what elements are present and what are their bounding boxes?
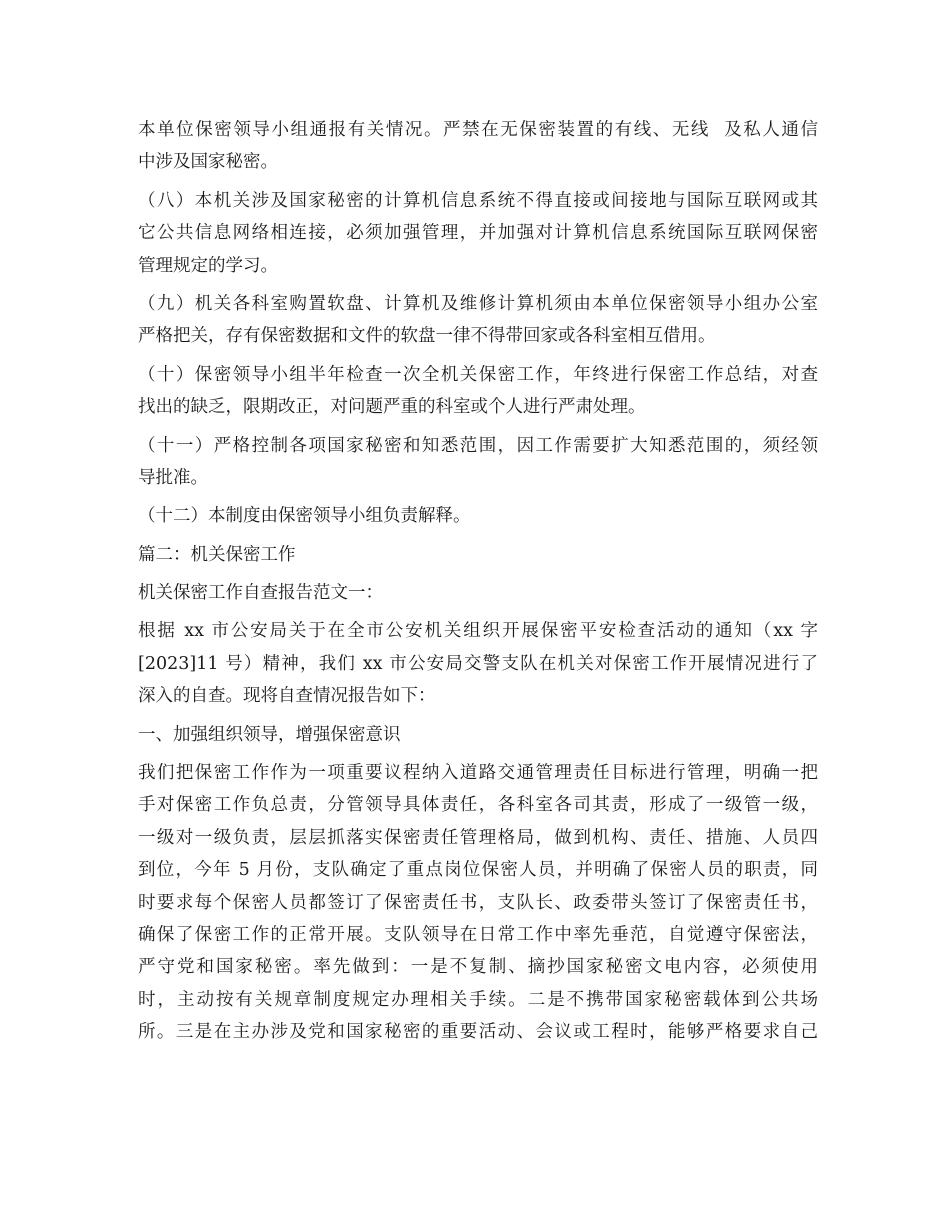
text-line: 深入的自查。现将自查情况报告如下： xyxy=(138,686,436,707)
text-line: （九）机关各科室购置软盘、计算机及维修计算机须由本单位保密领导小组办公室 xyxy=(138,293,818,314)
sample-report-heading xyxy=(138,577,818,609)
text-line: 篇二：机关保密工作 xyxy=(138,544,296,565)
document-body xyxy=(138,114,818,1049)
text-line: 到位，今年 5 月份，支队确定了重点岗位保密人员，并明确了保密人员的职责，同 xyxy=(138,860,818,881)
section-1-heading xyxy=(138,719,818,751)
text-line: 中涉及国家秘密。 xyxy=(138,152,278,173)
text-line: 一、加强组织领导，增强保密意识 xyxy=(138,724,401,745)
text-line: 所。三是在主办涉及党和国家秘密的重要活动、会议或工程时，能够严格要求自己 xyxy=(138,1022,818,1043)
text-line: 管理规定的学习。 xyxy=(138,255,278,276)
text-line: 我们把保密工作作为一项重要议程纳入道路交通管理责任目标进行管理，明确一把 xyxy=(138,763,818,784)
text-line: 手对保密工作负总责，分管领导具体责任，各科室各司其责，形成了一级管一级， xyxy=(138,795,818,816)
text-line: 找出的缺乏，限期改正，对问题严重的科室或个人进行严肃处理。 xyxy=(138,397,646,418)
paragraph-item-10 xyxy=(138,359,818,424)
paragraph-item-11 xyxy=(138,430,818,495)
text-line: 时要求每个保密人员都签订了保密责任书，支队长、政委带头签订了保密责任书， xyxy=(138,892,818,913)
part-2-heading xyxy=(138,539,818,571)
text-line: [2023]11 号）精神，我们 xx 市公安局交警支队在机关对保密工作开展情况进行了 xyxy=(138,653,818,674)
paragraph-item-12 xyxy=(138,500,818,532)
paragraph-intro xyxy=(138,615,818,712)
text-line: 时，主动按有关规章制度规定办理相关手续。二是不携带国家秘密载体到公共场 xyxy=(138,989,818,1010)
text-line: 一级对一级负责，层层抓落实保密责任管理格局，做到机构、责任、措施、人员四 xyxy=(138,827,818,848)
text-line: 严格把关，存有保密数据和文件的软盘一律不得带回家或各科室相互借用。 xyxy=(138,326,716,347)
paragraph-item-8 xyxy=(138,185,818,282)
paragraph-report-channels xyxy=(138,114,818,179)
text-line: （十）保密领导小组半年检查一次全机关保密工作，年终进行保密工作总结，对查 xyxy=(138,364,818,385)
text-line: （十二）本制度由保密领导小组负责解释。 xyxy=(138,506,471,527)
text-line: 它公共信息网络相连接，必须加强管理，并加强对计算机信息系统国际互联网保密 xyxy=(138,223,818,244)
paragraph-item-9 xyxy=(138,288,818,353)
text-line: 机关保密工作自查报告范文一： xyxy=(138,583,383,604)
text-line: 确保了保密工作的正常开展。支队领导在日常工作中率先垂范，自觉遵守保密法， xyxy=(138,924,818,945)
text-line: 导批准。 xyxy=(138,467,208,488)
text-line: 严守党和国家秘密。率先做到：一是不复制、摘抄国家秘密文电内容，必须使用 xyxy=(138,957,818,978)
text-line: （八）本机关涉及国家秘密的计算机信息系统不得直接或间接地与国际互联网或其 xyxy=(138,190,818,211)
text-line: 本单位保密领导小组通报有关情况。严禁在无保密装置的有线、无线 及私人通信 xyxy=(138,120,818,140)
paragraph-section-1-body xyxy=(138,757,818,1049)
text-line: （十一）严格控制各项国家秘密和知悉范围，因工作需要扩大知悉范围的，须经领 xyxy=(138,435,818,456)
text-line: 根据 xx 市公安局关于在全市公安机关组织开展保密平安检查活动的通知（xx 字 xyxy=(138,621,818,642)
